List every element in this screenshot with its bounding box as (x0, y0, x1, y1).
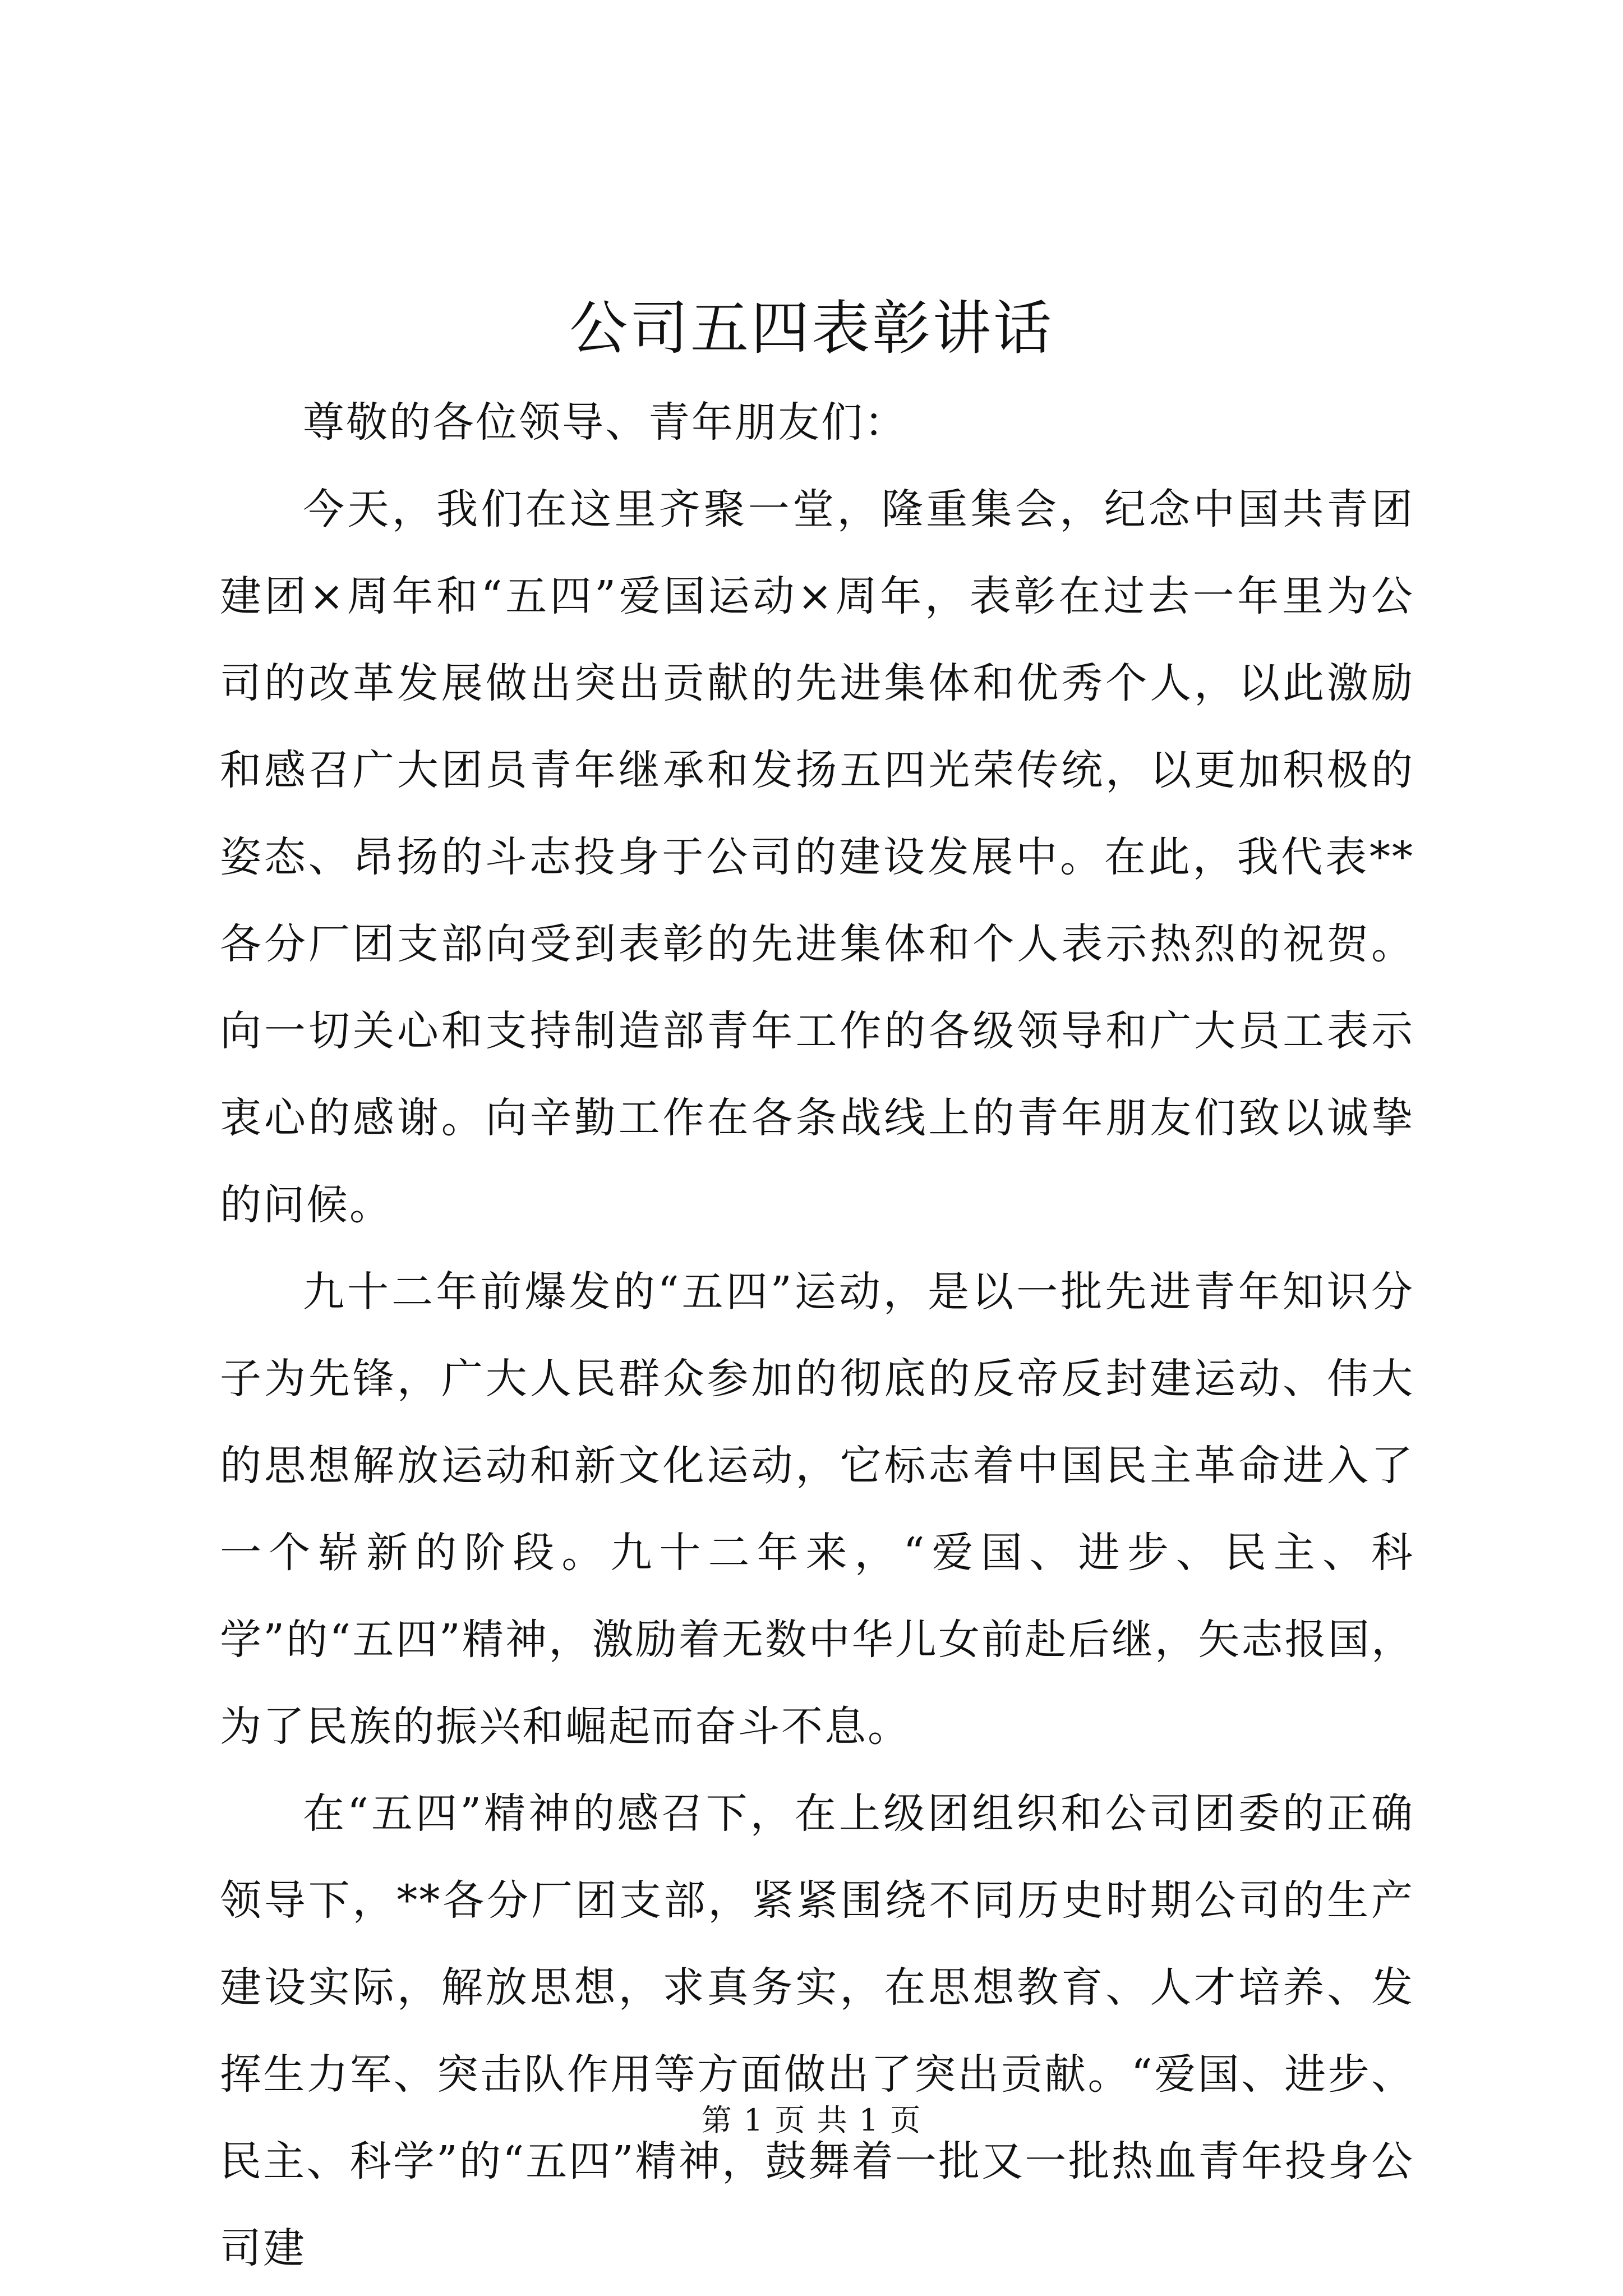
document-title: 公司五四表彰讲话 (569, 294, 1054, 362)
body-paragraph: 九十二年前爆发的“五四”运动，是以一批先进青年知识分子为先锋，广大人民群众参加的彻底的反帝反封建运动、伟大的思想解放运动和新文化运动，它标志着中国民主革命进入了一个崭新的阶段。九十二年来，“爱国、进步、民主、科学”的“五四”精神，激励着无数中华儿女前赴后继，矢志报国，为了民族的振兴和崛起而奋斗不息。 (220, 1268, 1414, 1751)
salutation-paragraph: 尊敬的各位领导、青年朋友们： (303, 398, 907, 447)
page-footer: 第 1 页 共 1 页 (701, 2102, 922, 2138)
document-body (220, 379, 1414, 2292)
body-paragraph: 在“五四”精神的感召下，在上级团组织和公司团委的正确领导下，**各分厂团支部，紧紧围绕不同历史时期公司的生产建设实际，解放思想，求真务实，在思想教育、人才培养、发挥生力军、突击队作用等方面做出了突出贡献。“爱国、进步、民主、科学”的“五四”精神，鼓舞着一批又一批热血青年投身公司建 (220, 1789, 1414, 2272)
body-paragraph: 今天，我们在这里齐聚一堂，隆重集会，纪念中国共青团建团×周年和“五四”爱国运动×周年，表彰在过去一年里为公司的改革发展做出突出贡献的先进集体和优秀个人，以此激励和感召广大团员青年继承和发扬五四光荣传统，以更加积极的姿态、昂扬的斗志投身于公司的建设发展中。在此，我代表**各分厂团支部向受到表彰的先进集体和个人表示热烈的祝贺。向一切关心和支持制造部青年工作的各级领导和广大员工表示衷心的感谢。向辛勤工作在各条战线上的青年朋友们致以诚挚的问候。 (220, 485, 1414, 1229)
